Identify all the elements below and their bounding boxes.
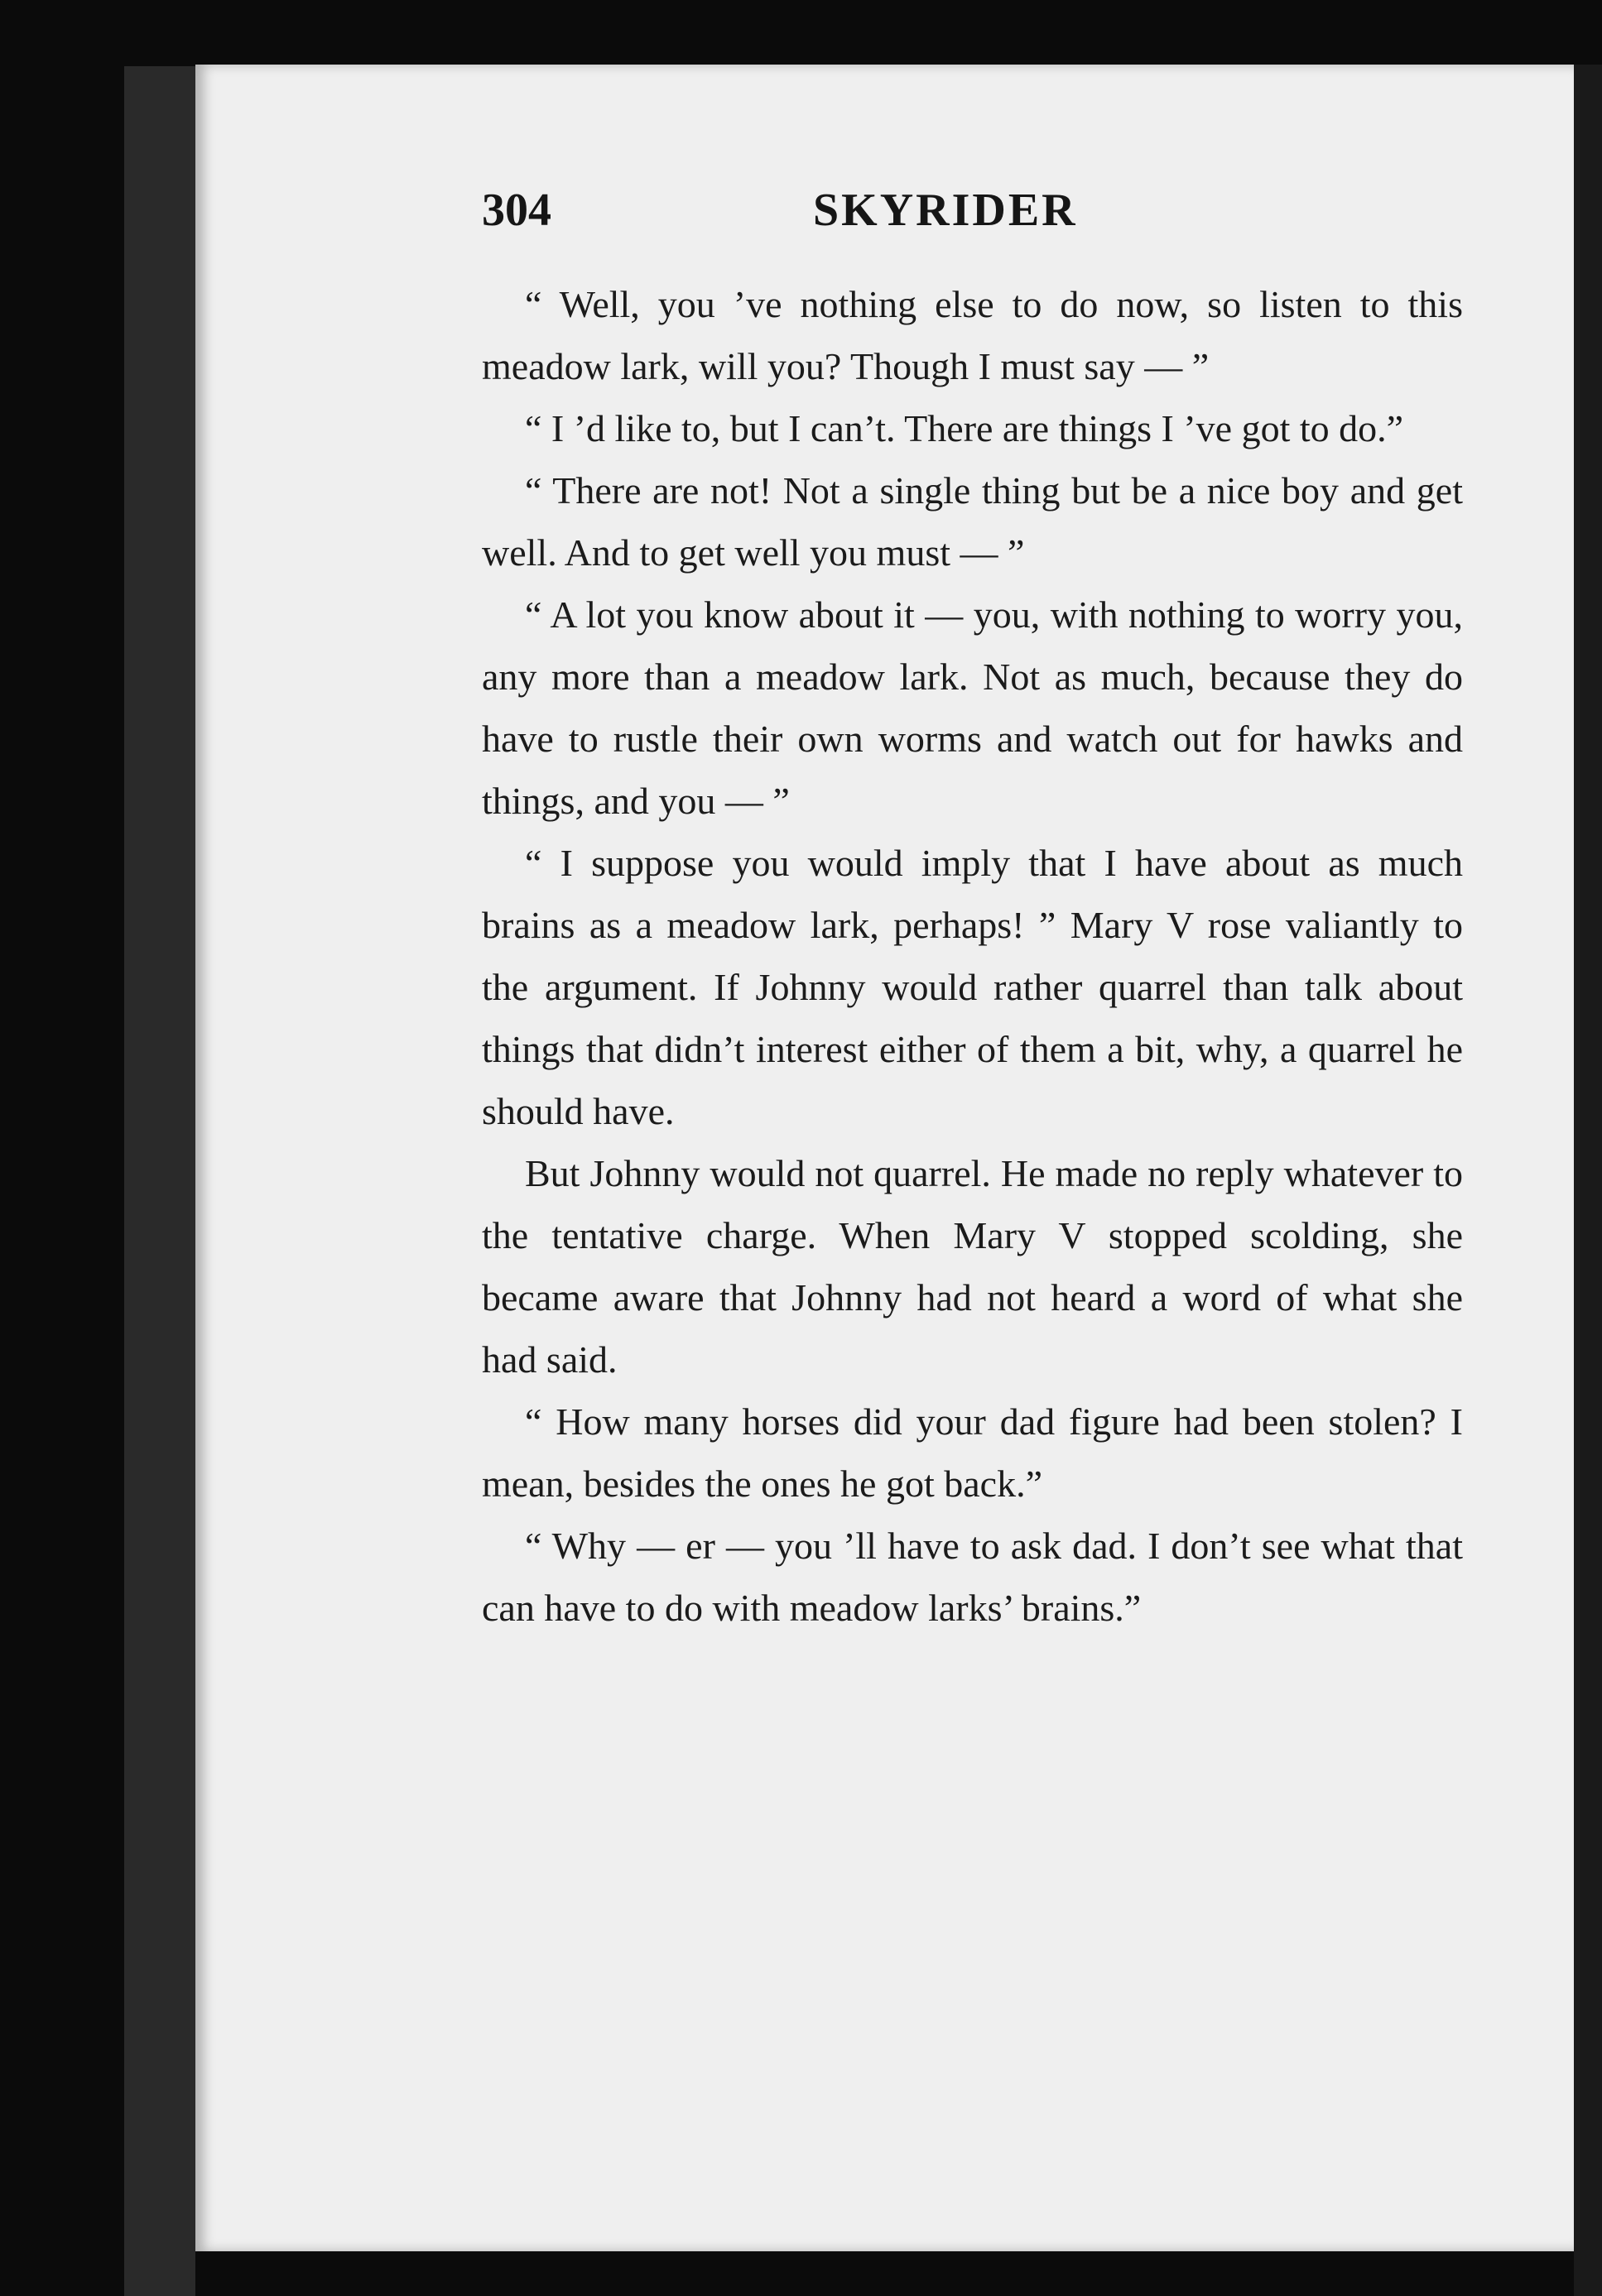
binding-shadow: [124, 66, 195, 2296]
running-title: SKYRIDER: [813, 185, 1078, 236]
paragraph: “ A lot you know about it — you, with nothing to worry you, any more than a meadow lark. Not as much, because they do have to rustle their own worms and watch out for hawks and things, and you — ”: [482, 593, 1463, 822]
page-edge: [1574, 65, 1602, 2296]
page-number: 304: [482, 185, 551, 236]
page-header: [482, 184, 1463, 242]
paragraph: “ There are not! Not a single thing but be a nice boy and get well. And to get well you must — ”: [482, 469, 1463, 574]
paragraph: “ How many horses did your dad figure had been stolen? I mean, besides the ones he got back.”: [482, 1400, 1463, 1505]
paragraph: But Johnny would not quarrel. He made no reply whatever to the tentative charge. When Mary V stopped scolding, she became aware that Johnny had not heard a word of what she had said.: [482, 1152, 1463, 1381]
paragraph: “ Why — er — you ’ll have to ask dad. I don’t see what that can have to do with meadow larks’ brains.”: [482, 1525, 1463, 1629]
paragraph: “ I suppose you would imply that I have about as much brains as a meadow lark, perhaps! ” Mary V rose valiantly to the argument. If Johnny would rather quarrel than talk about things that didn’t interest either of them a bit, why, a quarrel he should have.: [482, 842, 1463, 1132]
paragraph: “ Well, you ’ve nothing else to do now, so listen to this meadow lark, will you? Though I must say — ”: [482, 283, 1463, 387]
body-text: [482, 273, 1463, 1639]
paragraph: “ I ’d like to, but I can’t. There are things I ’ve got to do.”: [525, 407, 1404, 449]
